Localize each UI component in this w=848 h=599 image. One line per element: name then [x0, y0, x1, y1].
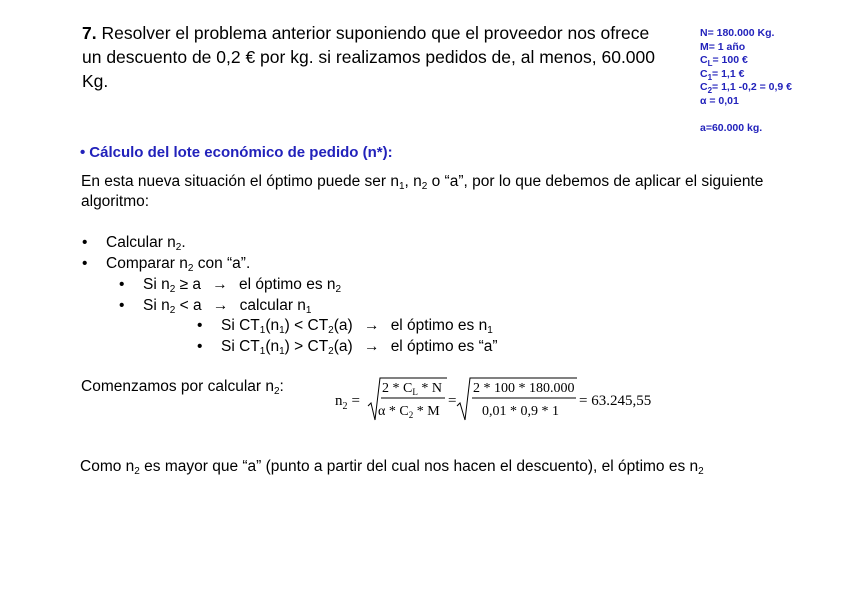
- bullet: •: [197, 317, 203, 334]
- arrow-icon: →: [212, 276, 228, 293]
- problem-number: 7.: [82, 23, 97, 43]
- given-alpha: α = 0,01: [700, 94, 739, 107]
- formula-numerator-2: 2 * 100 * 180.000: [473, 381, 575, 396]
- formula-result: = 63.245,55: [579, 393, 652, 409]
- formula-eq-2: =: [448, 393, 457, 409]
- given-c1: $C_1= 1,1$ €: [700, 67, 745, 82]
- given-n: N= 180.000 Kg.: [700, 27, 775, 39]
- arrow-icon: →: [363, 317, 380, 334]
- algorithm-step-2-2: • Si $n_2 < a$ → calcular $n_1$: [119, 297, 312, 316]
- arrow-icon: →: [212, 297, 229, 314]
- algorithm-step-2-1: • Si $n_2 \ge a$ → el óptimo es $n_2$: [119, 276, 342, 295]
- given-m: M= 1 año: [700, 40, 746, 53]
- algorithm-step-2-2-2: • Si $CT_1(n_1) > CT_2(a)$ → el óptimo es “a”: [197, 338, 498, 357]
- given-c2: $C_2= 1,1$ -0,2 = 0,9 €: [700, 81, 793, 95]
- conclusion: Como $n_2$ es mayor que “a” (punto a partir del cual nos hacen el descuento), el óptimo es $n_2$: [80, 458, 704, 477]
- section-heading: [80, 144, 393, 161]
- algorithm-step-1: • Calcular $n_2$.: [82, 234, 186, 253]
- givens-spacer: [700, 108, 792, 122]
- problem-statement: [82, 21, 662, 93]
- eoq-formula: [335, 372, 655, 428]
- bullet: •: [197, 338, 203, 355]
- bullet: •: [119, 297, 125, 314]
- arrow-icon: →: [363, 338, 380, 355]
- given-cl: $C_L= 100$ €: [700, 54, 748, 68]
- givens-box: [700, 27, 792, 136]
- intro-paragraph: En esta nueva situación el óptimo puede ser $n_1$, $n_2$ o “a”, por lo que debemos de aplicar el siguiente algoritmo:: [81, 173, 764, 210]
- formula-numerator-1: $2 * C_L$ * N: [382, 381, 442, 397]
- algorithm-step-2: • Comparar $n_2$ con “a”.: [82, 255, 251, 274]
- bullet: •: [82, 255, 88, 272]
- formula-denominator-1: α * $C_2$ * M: [378, 404, 440, 420]
- bullet: •: [119, 276, 125, 293]
- formula-denominator-2: 0,01 * 0,9 * 1: [482, 404, 559, 419]
- calc-intro: Comenzamos por calcular $n_2$:: [81, 378, 284, 397]
- bullet: •: [80, 144, 86, 161]
- formula-lhs: $n_2$ =: [335, 393, 360, 412]
- given-a: a=60.000 kg.: [700, 122, 763, 134]
- section-title: Cálculo del lote económico de pedido (n*):: [89, 144, 393, 161]
- problem-text: Resolver el problema anterior suponiendo que el proveedor nos ofrece un descuento de 0,2 € por kg. si realizamos pedidos de, al menos, 60.000 Kg.: [82, 23, 656, 91]
- algorithm-step-2-2-1: • Si $CT_1(n_1) < CT_2(a)$ → el óptimo es $n_1$: [197, 317, 493, 336]
- bullet: •: [82, 234, 88, 251]
